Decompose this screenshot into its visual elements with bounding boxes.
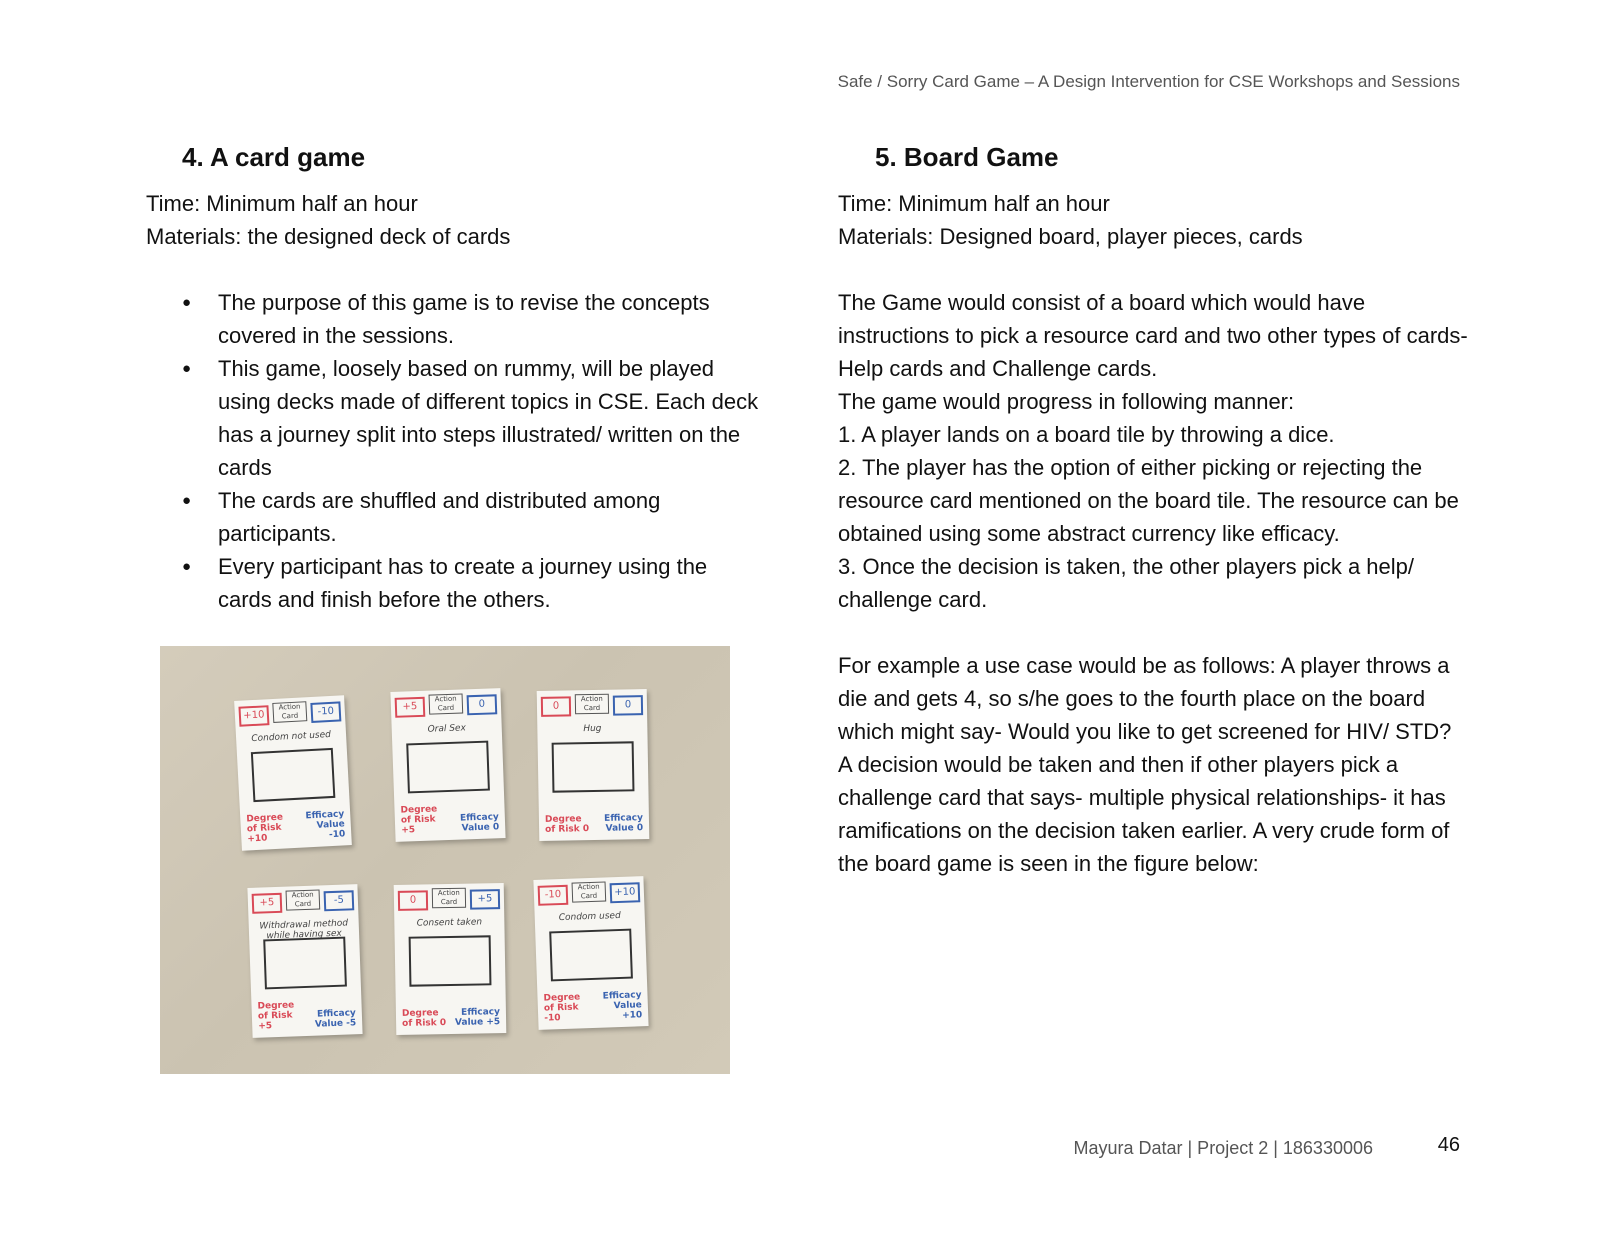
card-title: Action Card bbox=[429, 693, 464, 714]
illustration-box bbox=[549, 929, 633, 982]
efficacy-text: Efficacy Value -10 bbox=[305, 809, 346, 841]
section-heading: 5. Board Game bbox=[875, 142, 1059, 172]
illustration-box bbox=[409, 935, 492, 986]
risk-badge: +5 bbox=[252, 893, 283, 914]
risk-text: Degree of Risk +5 bbox=[400, 804, 438, 836]
action-card bbox=[234, 695, 352, 851]
efficacy-text: Efficacy Value +5 bbox=[454, 1007, 501, 1028]
card-label: Condom not used bbox=[251, 729, 332, 745]
card-label: Consent taken bbox=[416, 917, 483, 929]
efficacy-text: Efficacy Value +10 bbox=[602, 990, 643, 1021]
card-deck-photo bbox=[160, 646, 730, 1074]
efficacy-badge: 0 bbox=[467, 694, 498, 715]
materials-line: Materials: Designed board, player pieces, cards bbox=[838, 224, 1303, 249]
risk-badge: 0 bbox=[541, 696, 571, 717]
risk-badge: +5 bbox=[395, 697, 426, 718]
efficacy-text: Efficacy Value 0 bbox=[604, 813, 644, 834]
card-label: Oral Sex bbox=[427, 723, 467, 735]
efficacy-badge: 0 bbox=[613, 695, 643, 716]
page-number: 46 bbox=[1437, 1134, 1460, 1156]
section-card-game bbox=[146, 142, 766, 616]
card-title: Action Card bbox=[286, 889, 321, 910]
card-title: Action Card bbox=[272, 701, 307, 723]
time-line: Time: Minimum half an hour bbox=[838, 191, 1110, 216]
efficacy-text: Efficacy Value 0 bbox=[459, 812, 500, 834]
card-title: Action Card bbox=[575, 694, 609, 715]
efficacy-text: Efficacy Value -5 bbox=[314, 1008, 357, 1030]
efficacy-badge: +5 bbox=[470, 889, 500, 910]
action-card bbox=[394, 883, 507, 1035]
paragraph: The game would progress in following manner: bbox=[838, 389, 1295, 414]
illustration-box bbox=[406, 741, 490, 794]
risk-text: Degree of Risk +5 bbox=[257, 1000, 295, 1032]
step-item: 3. Once the decision is taken, the other players pick a help/ challenge card. bbox=[838, 554, 1414, 612]
card-label: Withdrawal method while having sex bbox=[259, 918, 349, 942]
section-heading: 4. A card game bbox=[182, 142, 366, 172]
risk-text: Degree of Risk +10 bbox=[246, 812, 284, 845]
card-label: Hug bbox=[583, 723, 602, 735]
card-label: Condom used bbox=[558, 910, 621, 924]
action-card bbox=[537, 689, 650, 841]
list-item: ● The cards are shuffled and distributed among participants. bbox=[218, 484, 766, 550]
bullet-list bbox=[146, 286, 766, 616]
paragraph: The Game would consist of a board which would have instructions to pick a resource card and two other types of cards- Help cards and Challenge cards. bbox=[838, 290, 1468, 381]
running-header: Safe / Sorry Card Game – A Design Intervention for CSE Workshops and Sessions bbox=[837, 72, 1460, 91]
step-item: 1. A player lands on a board tile by throwing a dice. bbox=[838, 422, 1335, 447]
illustration-box bbox=[251, 748, 336, 802]
risk-text: Degree of Risk 0 bbox=[401, 1008, 447, 1029]
action-card bbox=[533, 876, 648, 1030]
list-item: ● This game, loosely based on rummy, will be played using decks made of different topics in CSE. Each deck has a journey split into steps illustrated/ written on the cards bbox=[218, 352, 766, 484]
action-card bbox=[390, 688, 505, 842]
materials-line: Materials: the designed deck of cards bbox=[146, 224, 511, 249]
risk-badge: 0 bbox=[398, 890, 428, 911]
efficacy-badge: -5 bbox=[324, 890, 355, 911]
illustration-box bbox=[263, 937, 347, 990]
risk-text: Degree of Risk -10 bbox=[543, 992, 581, 1024]
list-item: ● Every participant has to create a journey using the cards and finish before the others. bbox=[218, 550, 766, 616]
footer-author: Mayura Datar | Project 2 | 186330006 bbox=[1073, 1138, 1373, 1158]
card-title: Action Card bbox=[572, 881, 607, 902]
risk-text: Degree of Risk 0 bbox=[544, 814, 590, 835]
efficacy-badge: -10 bbox=[310, 701, 341, 723]
efficacy-badge: +10 bbox=[610, 882, 641, 903]
risk-badge: -10 bbox=[538, 885, 569, 906]
illustration-box bbox=[552, 741, 635, 792]
time-line: Time: Minimum half an hour bbox=[146, 191, 418, 216]
action-card bbox=[247, 884, 362, 1038]
section-board-game bbox=[838, 142, 1468, 880]
list-item: ● The purpose of this game is to revise the concepts covered in the sessions. bbox=[218, 286, 766, 352]
risk-badge: +10 bbox=[238, 705, 269, 727]
step-item: 2. The player has the option of either picking or rejecting the resource card mentioned on the board tile. The resource can be obtained using some abstract currency like efficacy. bbox=[838, 455, 1459, 546]
paragraph: For example a use case would be as follows: A player throws a die and gets 4, so s/he goes to the fourth place on the board which might say- Would you like to get screened for HIV/ STD? A decision would be taken and then if other players pick a challenge card that says- multiple physical relationships- it has ramifications on the decision taken earlier. A very crude form of the board game is seen in the figure below: bbox=[838, 653, 1452, 876]
card-title: Action Card bbox=[432, 888, 466, 909]
